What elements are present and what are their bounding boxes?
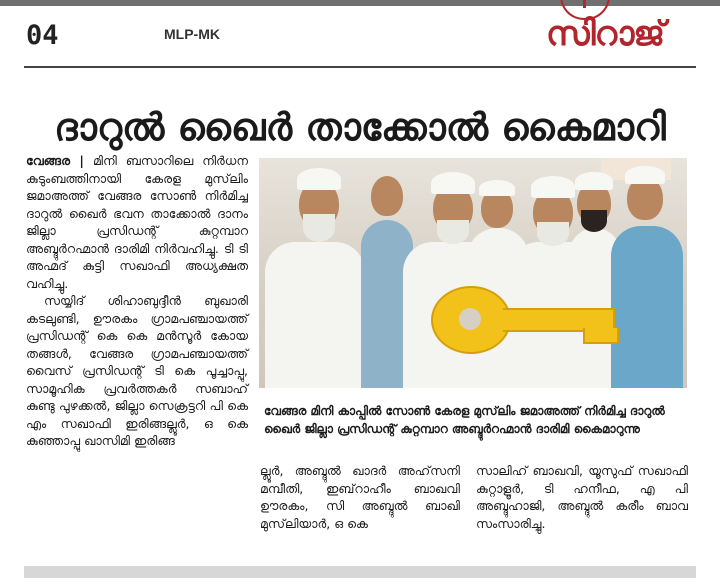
masthead-logo: സിറാജ് bbox=[546, 14, 664, 54]
page-header bbox=[0, 6, 720, 68]
page-number: 04 bbox=[26, 20, 59, 51]
dateline: വേങ്ങര | bbox=[26, 153, 84, 168]
key-icon bbox=[431, 286, 511, 354]
person-figure bbox=[259, 158, 369, 388]
footer-bar bbox=[24, 566, 696, 578]
article-paragraph bbox=[26, 152, 248, 292]
paragraph-text: മിനി ബസാറിലെ നിര്‍ധന കുടുംബത്തിനായി കേരള മുസ്‌ലിം ജമാഅത്ത് വേങ്ങര സോണ്‍ നിര്‍മിച്ച ദാറുല്‍ ഖൈര്‍ ഭവന താക്കോല്‍ ദാനം ജില്ലാ പ്രസിഡന്റ് കുറ്റമ്പാറ അബ്ദുര്‍റഹ്മാന്‍ ദാരിമി നിര്‍വഹിച്ചു. ടി ടി അഹ്മദ് കുട്ടി സഖാഫി അധ്യക്ഷത വഹിച്ചു. bbox=[26, 153, 248, 291]
article-column-right bbox=[476, 462, 688, 532]
news-photo bbox=[259, 158, 687, 388]
person-figure bbox=[605, 158, 687, 388]
article-paragraph: സയ്യിദ് ശിഹാബുദ്ദീന്‍ ബുഖാരി കടലുണ്ടി, ഊരകം ഗ്രാമപഞ്ചായത്ത് പ്രസിഡന്റ് കെ കെ മന്‍സൂര്‍ കോയ തങ്ങള്‍, വേങ്ങര ഗ്രാമപഞ്ചായത്ത് വൈസ് പ്രസിഡന്റ് ടി കെ പൂച്ചാപ്പു, സാമൂഹിക പ്രവര്‍ത്തകര്‍ സബാഹ് കുണ്ടു പുഴക്കല്‍, ജില്ലാ സെക്രട്ടറി പി കെ എം സഖാഫി ഇരിങ്ങല്ലൂര്‍, ഒ കെ കുഞ്ഞാപ്പു ഖാസിമി ഇരിങ്ങ bbox=[26, 293, 248, 448]
edition-label: MLP-MK bbox=[164, 26, 220, 42]
article-headline: ദാറുല്‍ ഖൈര്‍ താക്കോല്‍ കൈമാറി bbox=[54, 105, 666, 150]
article-column-middle bbox=[260, 462, 460, 532]
article-paragraph: ല്ലൂര്‍, അബ്ദുല്‍ ഖാദര്‍ അഹ്‌സനി മമ്പീതി, ഇബ്‌റാഹീം ബാഖവി ഊരകം, സി അബ്ദുല്‍ ബാഖി മുസ്‌ലിയാര്‍, ഒ കെ bbox=[260, 463, 460, 531]
article-column-left bbox=[26, 152, 248, 450]
key-teeth bbox=[583, 328, 619, 344]
photo-caption: വേങ്ങര മിനി കാപ്പില്‍ സോണ്‍ കേരള മുസ്‌ലിം ജമാഅത്ത് നിര്‍മിച്ച ദാറുല്‍ ഖൈര്‍ ജില്ലാ പ്രസിഡന്റ് കുറ്റമ്പാറ അബ്ദുര്‍റഹ്മാന്‍ ദാരിമി കൈമാറുന്നു bbox=[264, 404, 665, 436]
article-paragraph: സാലിഹ് ബാഖവി, യൂസുഫ് സഖാഫി കുറ്റാളൂര്‍, ടി ഹനീഫ, എ പി അബ്ദുഹാജി, അബ്ദുല്‍ കരീം ബാവ സംസാരിച്ചു. bbox=[476, 463, 688, 531]
header-divider bbox=[24, 66, 696, 68]
